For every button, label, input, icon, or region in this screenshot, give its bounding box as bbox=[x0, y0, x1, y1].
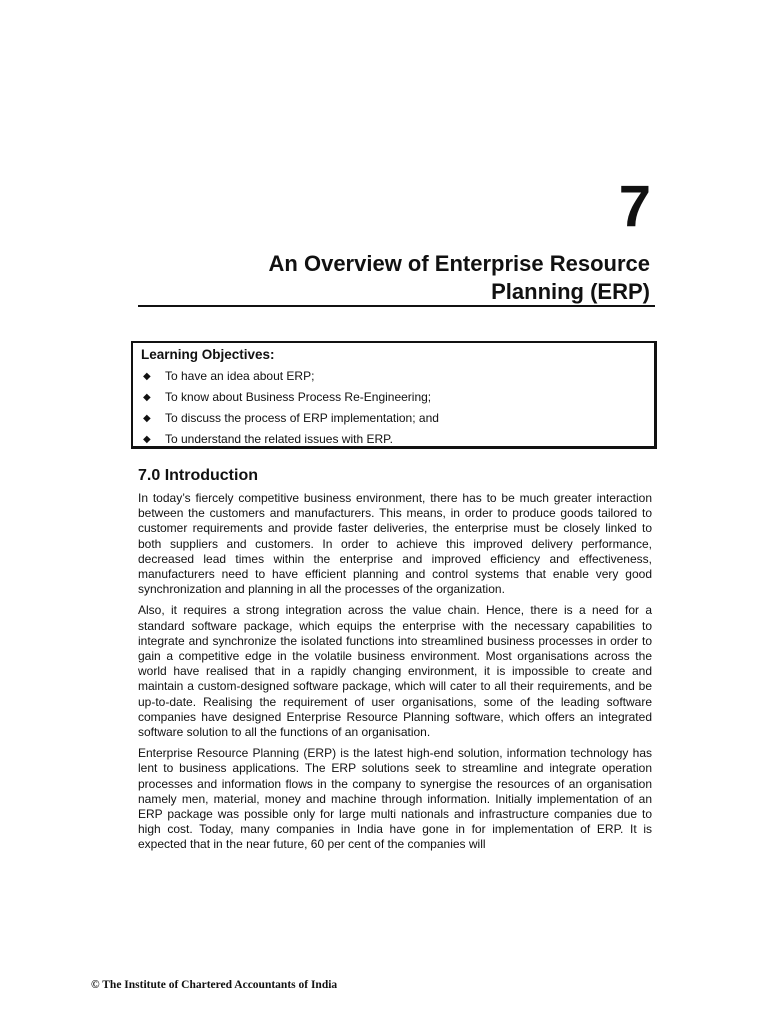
list-item-text: To understand the related issues with ERP. bbox=[165, 432, 393, 446]
list-item bbox=[141, 429, 646, 450]
paragraph-3: Enterprise Resource Planning (ERP) is the latest high-end solution, information technology has lent to business applications. The ERP solutions seek to streamline and integrate operation processes and information flows in the company to synergise the resources of an organisation namely men, material, money and machine through information. Initially implementation of an ERP package was possible only for large multi nationals and infrastructure companies due to high cost. Today, many companies in India have gone in for implementation of ERP. It is expected that in the near future, 60 per cent of the companies will bbox=[138, 746, 652, 852]
list-item bbox=[141, 366, 646, 387]
list-item-text: To know about Business Process Re-Engineering; bbox=[165, 390, 432, 404]
page-footer: © The Institute of Chartered Accountants of India bbox=[91, 979, 338, 991]
diamond-bullet-icon: ◆ bbox=[143, 392, 151, 403]
list-item-text: To have an idea about ERP; bbox=[165, 369, 315, 383]
chapter-number: 7 bbox=[618, 174, 650, 239]
chapter-title-line-2: Planning (ERP) bbox=[491, 279, 650, 304]
paragraph-1: In today’s fiercely competitive business environment, there has to be much greater interaction between the customers and manufacturers. This means, in order to produce goods tailored to customer requirements and provide faster deliveries, the enterprise must be closely linked to both suppliers and customers. In order to achieve this improved delivery performance, decreased lead times within the enterprise and improved efficiency and effectiveness, manufacturers need to have efficient planning and control systems that enable very good synchronization and planning in all the processes of the organization. bbox=[138, 491, 652, 597]
diamond-bullet-icon: ◆ bbox=[143, 371, 151, 382]
learning-objectives-box bbox=[131, 341, 657, 449]
diamond-bullet-icon: ◆ bbox=[143, 413, 151, 424]
chapter-title bbox=[230, 250, 650, 306]
diamond-bullet-icon: ◆ bbox=[143, 434, 151, 445]
section-body bbox=[138, 491, 652, 859]
chapter-title-line-1: An Overview of Enterprise Resource bbox=[268, 251, 650, 276]
learning-objectives-list bbox=[141, 366, 646, 450]
paragraph-2: Also, it requires a strong integration across the value chain. Hence, there is a need for a standard software package, which equips the enterprise with the necessary capabilities to integrate and synchronize the isolated functions into streamlined business processes in order to gain a competitive edge in the volatile business environment. Most organisations across the world have realised that in a rapidly changing environment, it is impossible to create and maintain a custom-designed software package, which will cater to all their requirements, and be up-to-date. Realising the requirement of user organisations, some of the leading software companies have designed Enterprise Resource Planning software, which offers an integrated software solution to all the functions of an organisation. bbox=[138, 603, 652, 740]
list-item bbox=[141, 387, 646, 408]
section-heading: 7.0 Introduction bbox=[138, 467, 258, 484]
list-item bbox=[141, 408, 646, 429]
list-item-text: To discuss the process of ERP implementation; and bbox=[165, 411, 439, 425]
title-divider bbox=[138, 305, 655, 307]
learning-objectives-heading: Learning Objectives: bbox=[141, 347, 275, 362]
